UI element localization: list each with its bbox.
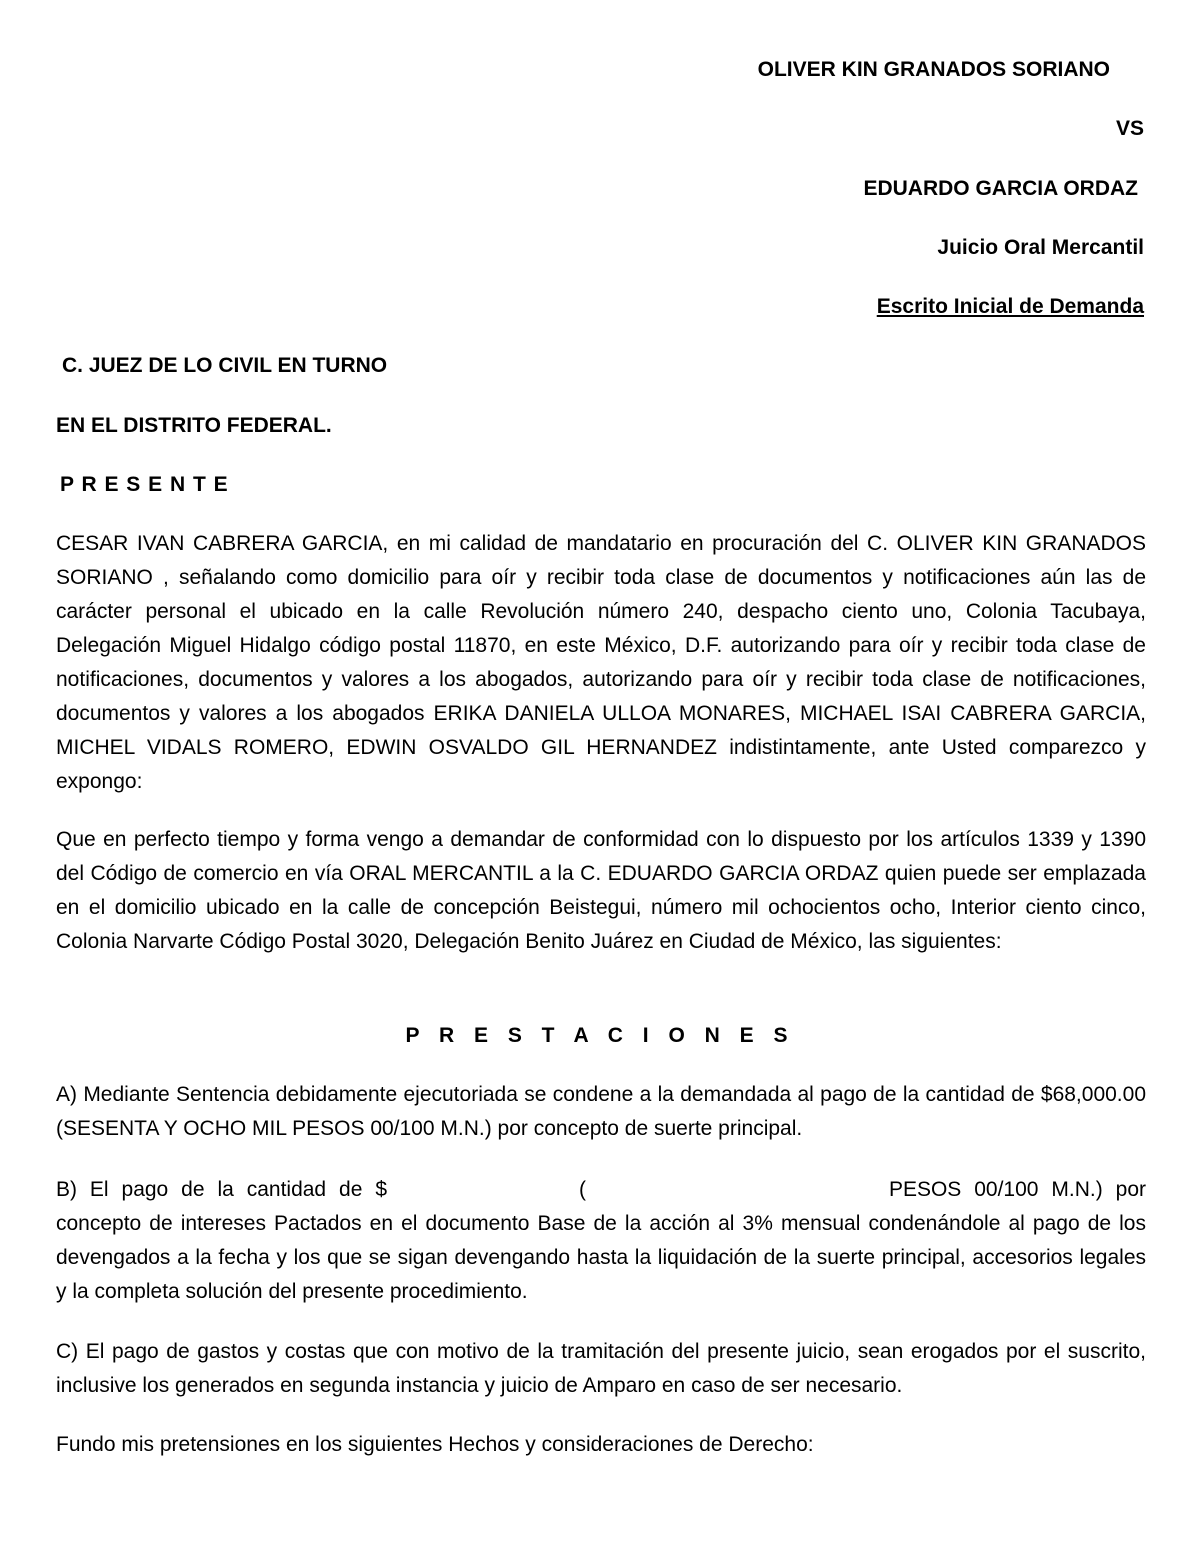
- addressee-district: EN EL DISTRITO FEDERAL.: [56, 414, 332, 437]
- trial-type: Juicio Oral Mercantil: [937, 236, 1144, 259]
- versus-label: VS: [1115, 117, 1144, 140]
- item-b-amount-label: B) El pago de la cantidad de $: [56, 1178, 388, 1201]
- closing-paragraph: Fundo mis pretensiones en los siguientes Hechos y consideraciones de Derecho:: [56, 1433, 814, 1456]
- document-type: Escrito Inicial de Demanda: [876, 295, 1144, 318]
- intro-paragraph: CESAR IVAN CABRERA GARCIA, en mi calidad de mandatario en procuración del C. OLIVER KIN GRANADOS SORIANO , señalando como domicilio para oír y recibir toda clase de documentos y notificaciones aún las de carácter personal el ubicado en la calle Revolución número 240, despacho ciento uno, Colonia Tacubaya, Delegación Miguel Hidalgo código postal 11870, en este México, D.F. autorizando para oír y recibir toda clase de notificaciones, documentos y valores a los abogados, autorizando para oír y recibir toda clase de notificaciones, documentos y valores a los abogados ERIKA DANIELA ULLOA MONARES, MICHAEL ISAI CABRERA GARCIA, MICHEL VIDALS ROMERO, EDWIN OSVALDO GIL HERNANDEZ indistintamente, ante Usted comparezco y expongo:: [56, 532, 1146, 793]
- plaintiff-name: OLIVER KIN GRANADOS SORIANO: [757, 58, 1110, 81]
- presente-heading: P R E S E N T E: [60, 473, 229, 496]
- addressee-judge: C. JUEZ DE LO CIVIL EN TURNO: [62, 354, 388, 377]
- defendant-name: EDUARDO GARCIA ORDAZ: [863, 177, 1138, 200]
- item-c-paragraph: C) El pago de gastos y costas que con motivo de la tramitación del presente juicio, sean erogados por el suscrito, inclusive los generados en segunda instancia y juicio de Amparo en caso de ser necesario.: [56, 1340, 1146, 1397]
- item-b-text: PESOS 00/100 M.N.) por concepto de intereses Pactados en el documento Base de la acción al 3% mensual condenándole al pago de los devengados a la fecha y los que se sigan devengando hasta la liquidación de la suerte principal, accesorios legales y la completa solución del presente procedimiento.: [56, 1178, 1146, 1303]
- item-a-paragraph: A) Mediante Sentencia debidamente ejecutoriada se condene a la demandada al pago de la cantidad de $68,000.00 (SESENTA Y OCHO MIL PESOS 00/100 M.N.) por concepto de suerte principal.: [56, 1083, 1146, 1140]
- item-b-paren: (: [579, 1178, 587, 1201]
- demand-paragraph: Que en perfecto tiempo y forma vengo a demandar de conformidad con lo dispuesto por los artículos 1339 y 1390 del Código de comercio en vía ORAL MERCANTIL a la C. EDUARDO GARCIA ORDAZ quien puede ser emplazada en el domicilio ubicado en la calle de concepción Beistegui, número mil ochocientos ocho, Interior ciento cinco, Colonia Narvarte Código Postal 3020, Delegación Benito Juárez en Ciudad de México, las siguientes:: [56, 828, 1146, 953]
- item-b-paragraph: [56, 1173, 1146, 1309]
- prestaciones-heading: P R E S T A C I O N E S: [405, 1024, 795, 1047]
